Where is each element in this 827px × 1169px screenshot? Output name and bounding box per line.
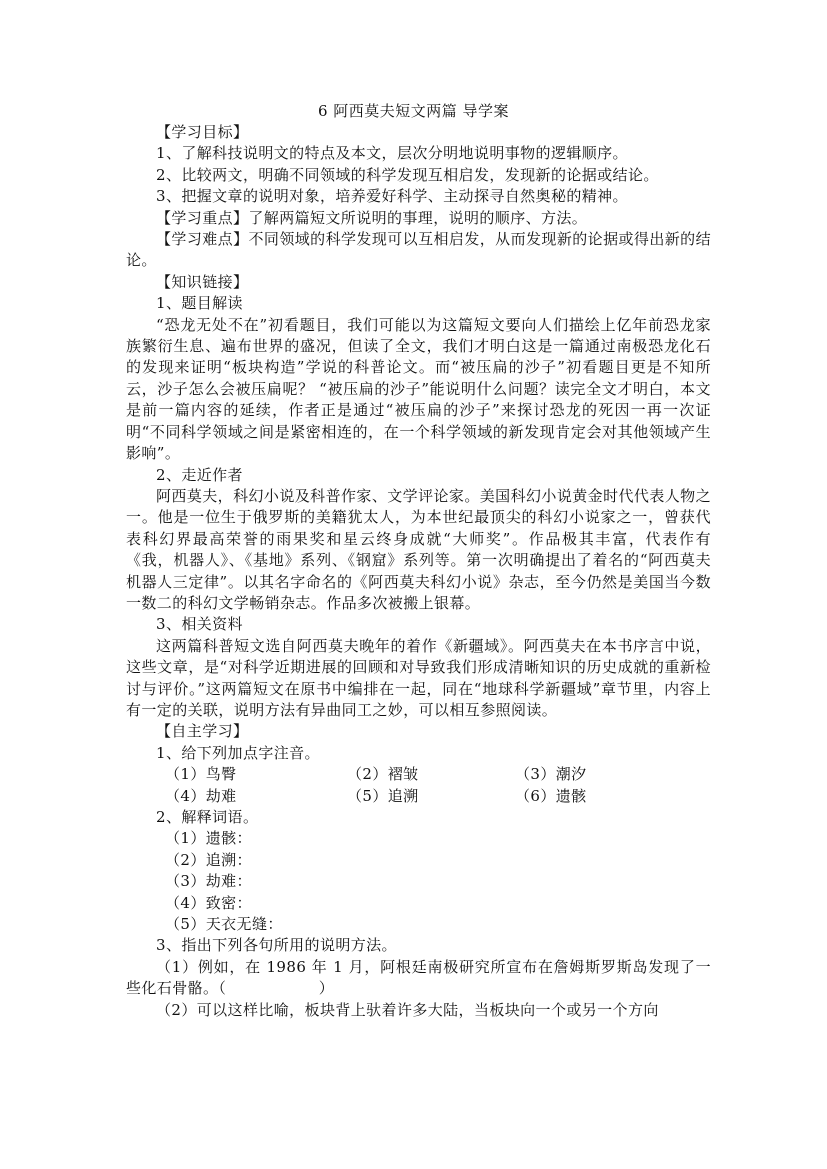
goal-item: 2、比较两文，明确不同领域的科学发现互相启发，发现新的论据或结论。 [156, 165, 659, 184]
knowledge-heading: 【知识链接】 [156, 272, 249, 291]
goal-item: 3、把握文章的说明对象，培养爱好科学、主动探寻自然奥秘的精神。 [156, 187, 628, 206]
vocab-item: （3）劫难： [165, 872, 252, 891]
question-3: 3、指出下列各句所用的说明方法。 [156, 936, 397, 955]
section-heading: 1、题目解读 [156, 294, 243, 313]
question-3-item: （1）例如，在 1986 年 1 月，阿根廷南极研究所宣布在詹姆斯罗斯岛发现了一些化石骨骼。（ ） [126, 957, 711, 998]
pinyin-options-row [126, 764, 711, 785]
goal-item: 1、了解科技说明文的特点及本文，层次分明地说明事物的逻辑顺序。 [156, 144, 628, 163]
question-3-item: （2）可以这样比喻，板块背上驮着许多大陆，当板块向一个或另一个方向 [156, 1000, 659, 1019]
pinyin-option: （1）鸟臀 [165, 765, 237, 784]
self-study-heading: 【自主学习】 [156, 722, 249, 741]
author-text: 阿西莫夫，科幻小说及科普作家、文学评论家。美国科幻小说黄金时代代表人物之一。他是一位生于俄罗斯的美籍犹太人，为本世纪最顶尖的科幻小说家之一，曾获代表科幻界最高荣誉的雨果奖和星云终身成就“大师奖”。作品极其丰富，代表作有《我，机器人》、《基地》系列、《钢窟》系列等。第一次明确提出了着名的“阿西莫夫机器人三定律”。以其名字命名的《阿西莫夫科幻小说》杂志，至今仍然是美国当今数一数二的科幻文学畅销杂志。作品多次被搬上银幕。 [126, 486, 711, 612]
document-body [126, 122, 711, 1021]
vocab-item: （1）遗骸： [165, 829, 252, 848]
section-heading: 2、走近作者 [156, 465, 243, 484]
vocab-item: （4）致密： [165, 893, 252, 912]
pinyin-option: （5）追溯 [347, 786, 419, 805]
key-point: 【学习重点】了解两篇短文所说明的事理，说明的顺序、方法。 [156, 208, 588, 227]
vocab-item: （2）追溯： [165, 850, 252, 869]
page-title: 6 阿西莫夫短文两篇 导学案 [317, 102, 510, 120]
question-1: 1、给下列加点字注音。 [156, 743, 320, 762]
pinyin-option: （3）潮汐 [515, 765, 587, 784]
section-heading: 3、相关资料 [156, 615, 243, 634]
pinyin-option: （4）劫难 [165, 786, 237, 805]
title-interpretation-text: “恐龙无处不在”初看题目，我们可能以为这篇短文要向人们描绘上亿年前恐龙家族繁衍生息、遍布世界的盛况，但读了全文，我们才明白这是一篇通过南极恐龙化石的发现来证明“板块构造”学说的科普论文。而“被压扁的沙子”初看题目更是不知所云，沙子怎么会被压扁呢？ “被压扁的沙子”能说明什么问题？读完全文才明白，本文是前一篇内容的延续，作者正是通过“被压扁的沙子”来探讨恐龙的死因一再一次证明“不同科学领域之间是紧密相连的，在一个科学领域的新发现肯定会对其他领域产生影响”。 [126, 315, 711, 463]
pinyin-option: （2）褶皱 [347, 765, 419, 784]
reference-text: 这两篇科普短文选自阿西莫夫晚年的着作《新疆域》。阿西莫夫在本书序言中说，这些文章，是“对科学近期进展的回顾和对导致我们形成清晰知识的历史成就的重新检讨与评价。”这两篇短文在原书中编排在一起，同在“地球科学新疆域”章节里，内容上有一定的关联，说明方法有异曲同工之妙，可以相互参照阅读。 [126, 636, 711, 719]
pinyin-options-row [126, 786, 711, 807]
pinyin-option: （6）遗骸 [515, 786, 587, 805]
question-2: 2、解释词语。 [156, 808, 259, 826]
difficulty: 【学习难点】不同领域的科学发现可以互相启发，从而发现新的论据或得出新的结论。 [126, 230, 711, 270]
vocab-item: （5）天衣无缝： [165, 915, 283, 934]
goals-heading: 【学习目标】 [156, 123, 249, 141]
